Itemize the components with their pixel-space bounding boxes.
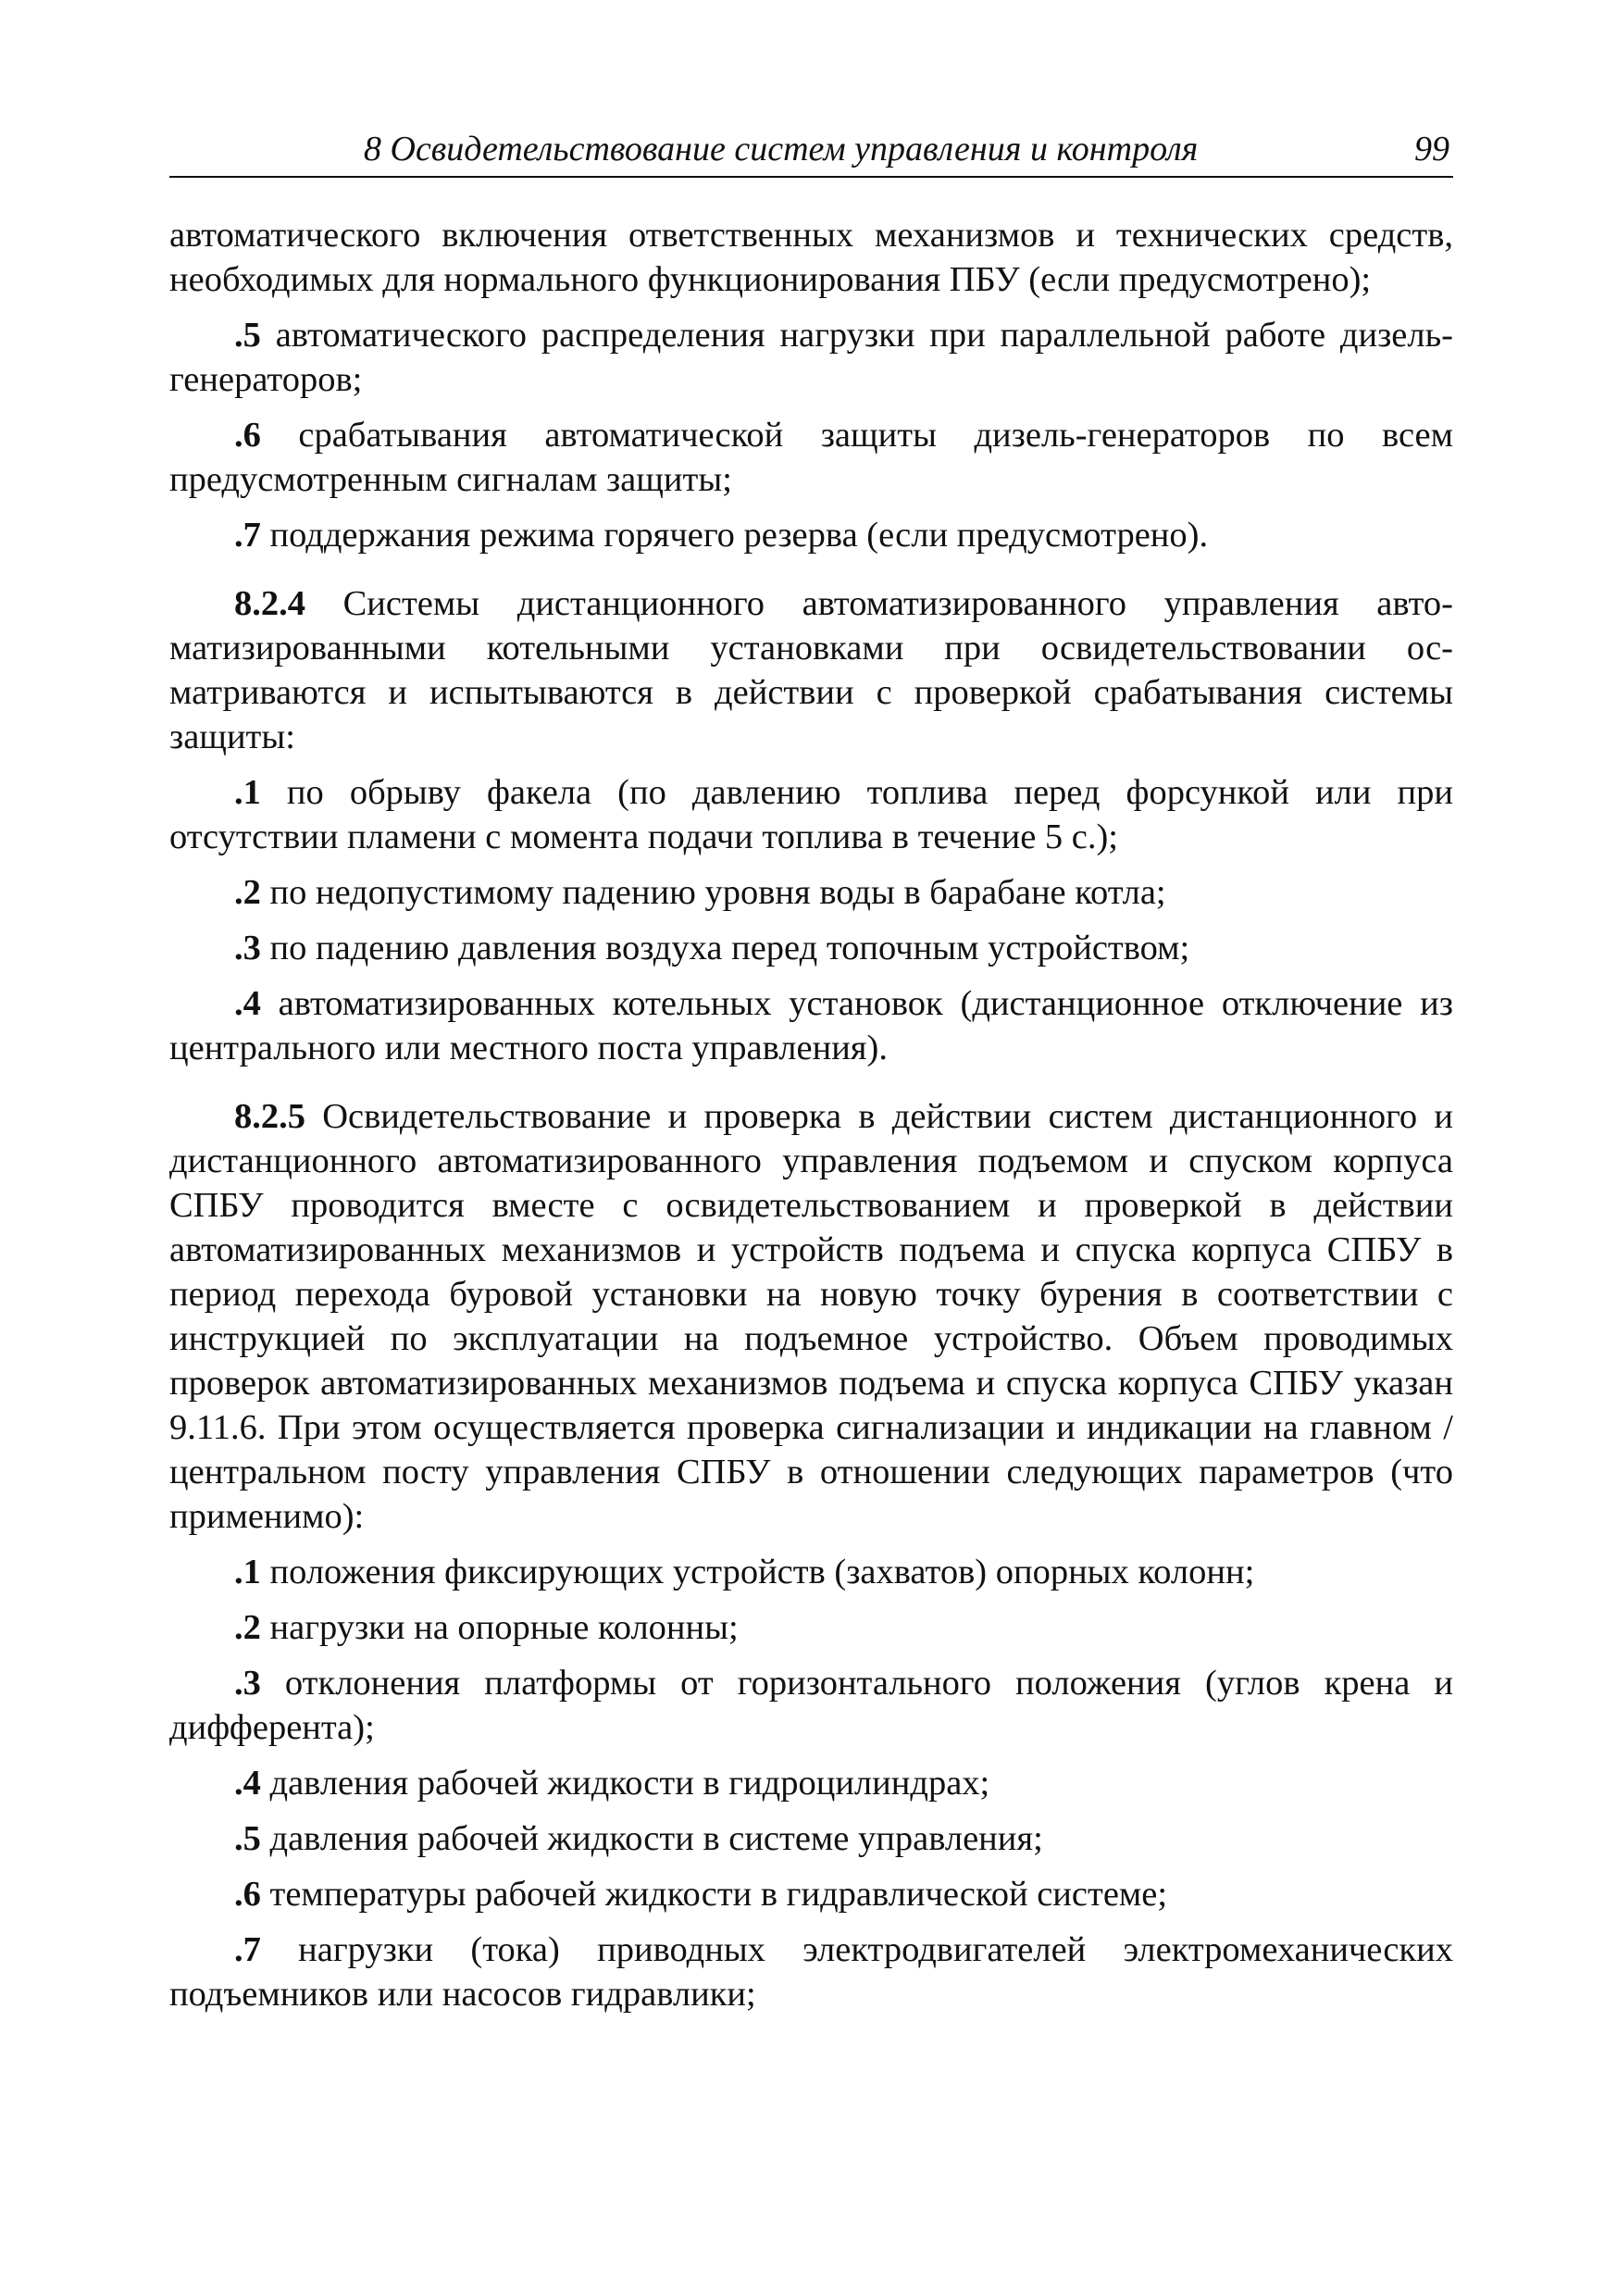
item-text: давления рабочей жидкости в системе управления; (260, 1818, 1043, 1858)
section-8-2-4 (169, 581, 1453, 759)
running-header (169, 130, 1453, 178)
item-text: по падению давления воздуха перед топочным устройством; (260, 928, 1190, 967)
item-number: .6 (234, 1874, 261, 1914)
section-number: 8.2.5 (234, 1096, 305, 1136)
item-text: автоматического распределения нагрузки при параллельной работе дизель-генераторов; (169, 315, 1453, 399)
item-number: .3 (234, 1663, 261, 1703)
list-item (169, 870, 1453, 915)
item-number: .3 (234, 928, 261, 967)
item-text: срабатывания автоматической защиты дизель-генераторов по всем предусмотренным сигналам защиты; (169, 415, 1453, 499)
item-text: нагрузки на опорные колонны; (260, 1607, 739, 1647)
page-number: 99 (1414, 130, 1449, 168)
list-item (169, 1816, 1453, 1861)
continuation-paragraph (169, 213, 1453, 302)
item-number: .5 (234, 315, 261, 355)
item-number: .7 (234, 515, 261, 555)
list-item (169, 926, 1453, 970)
section-number: 8.2.4 (234, 583, 305, 623)
chapter-title: 8 Освидетельствование систем управления и контроля (364, 130, 1199, 168)
item-text: по обрыву факела (по давлению топлива перед форсункой или при отсутствии пламени с момента подачи топлива в течение 5 с.); (169, 772, 1453, 856)
item-number: .1 (234, 1552, 261, 1591)
item-text: нагрузки (тока) приводных электродвигателей электромеханических подъемников или насосов гидравлики; (169, 1929, 1453, 2014)
section-text: Системы дистанционного автоматизированного управления автоматизированными котельными установками при освидетельствовании осматриваются и испытываются в действии с проверкой срабатывания системы защиты: (169, 583, 1453, 756)
item-text: поддержания режима горячего резерва (если предусмотрено). (260, 515, 1209, 555)
list-item (169, 1605, 1453, 1650)
page-content (169, 213, 1453, 2016)
item-number: .1 (234, 772, 261, 812)
list-item (169, 413, 1453, 502)
list-item (169, 770, 1453, 859)
item-number: .2 (234, 872, 261, 912)
item-number: .4 (234, 1763, 261, 1803)
list-item (169, 513, 1453, 557)
list-item (169, 1872, 1453, 1916)
list-item (169, 1761, 1453, 1805)
section-text: Освидетельствование и проверка в действии систем дистанционного и дистанционного автоматизированного управления подъемом и спуском корпуса СПБУ проводится вместе с освидетельствованием и проверкой в действии автоматизированных механизмов и устройств подъема и спуска корпуса СПБУ в период перехода буровой установки на новую точку бурения в соответствии с инструкцией по эксплуатации на подъемное устройство. Объем проводимых проверок автоматизированных механизмов подъема и спуска корпуса СПБУ указан 9.11.6. При этом осуществляется проверка сигнализации и индикации на главном /центральном посту управления СПБУ в отношении следующих параметров (что применимо): (169, 1096, 1453, 1536)
item-number: .2 (234, 1607, 261, 1647)
item-number: .5 (234, 1818, 261, 1858)
list-item (169, 1928, 1453, 2016)
item-number: .7 (234, 1929, 261, 1969)
list-item (169, 981, 1453, 1070)
list-item (169, 313, 1453, 402)
list-item (169, 1550, 1453, 1594)
item-text: давления рабочей жидкости в гидроцилиндрах; (260, 1763, 990, 1803)
item-number: .6 (234, 415, 261, 455)
list-item (169, 1661, 1453, 1750)
item-text: температуры рабочей жидкости в гидравлической системе; (260, 1874, 1168, 1914)
paragraph-text: автоматического включения ответственных механизмов и технических средств, необходимых для нормального функционирования ПБУ (если предусмотрено); (169, 215, 1453, 299)
section-8-2-5 (169, 1094, 1453, 1539)
item-number: .4 (234, 983, 261, 1023)
document-page (169, 130, 1453, 2028)
item-text: по недопустимому падению уровня воды в барабане котла; (260, 872, 1166, 912)
item-text: отклонения платформы от горизонтального положения (углов крена и дифферента); (169, 1663, 1453, 1747)
item-text: автоматизированных котельных установок (дистанционное отключение из центрального или местного поста управления). (169, 983, 1453, 1067)
item-text: положения фиксирующих устройств (захватов) опорных колонн; (260, 1552, 1255, 1591)
